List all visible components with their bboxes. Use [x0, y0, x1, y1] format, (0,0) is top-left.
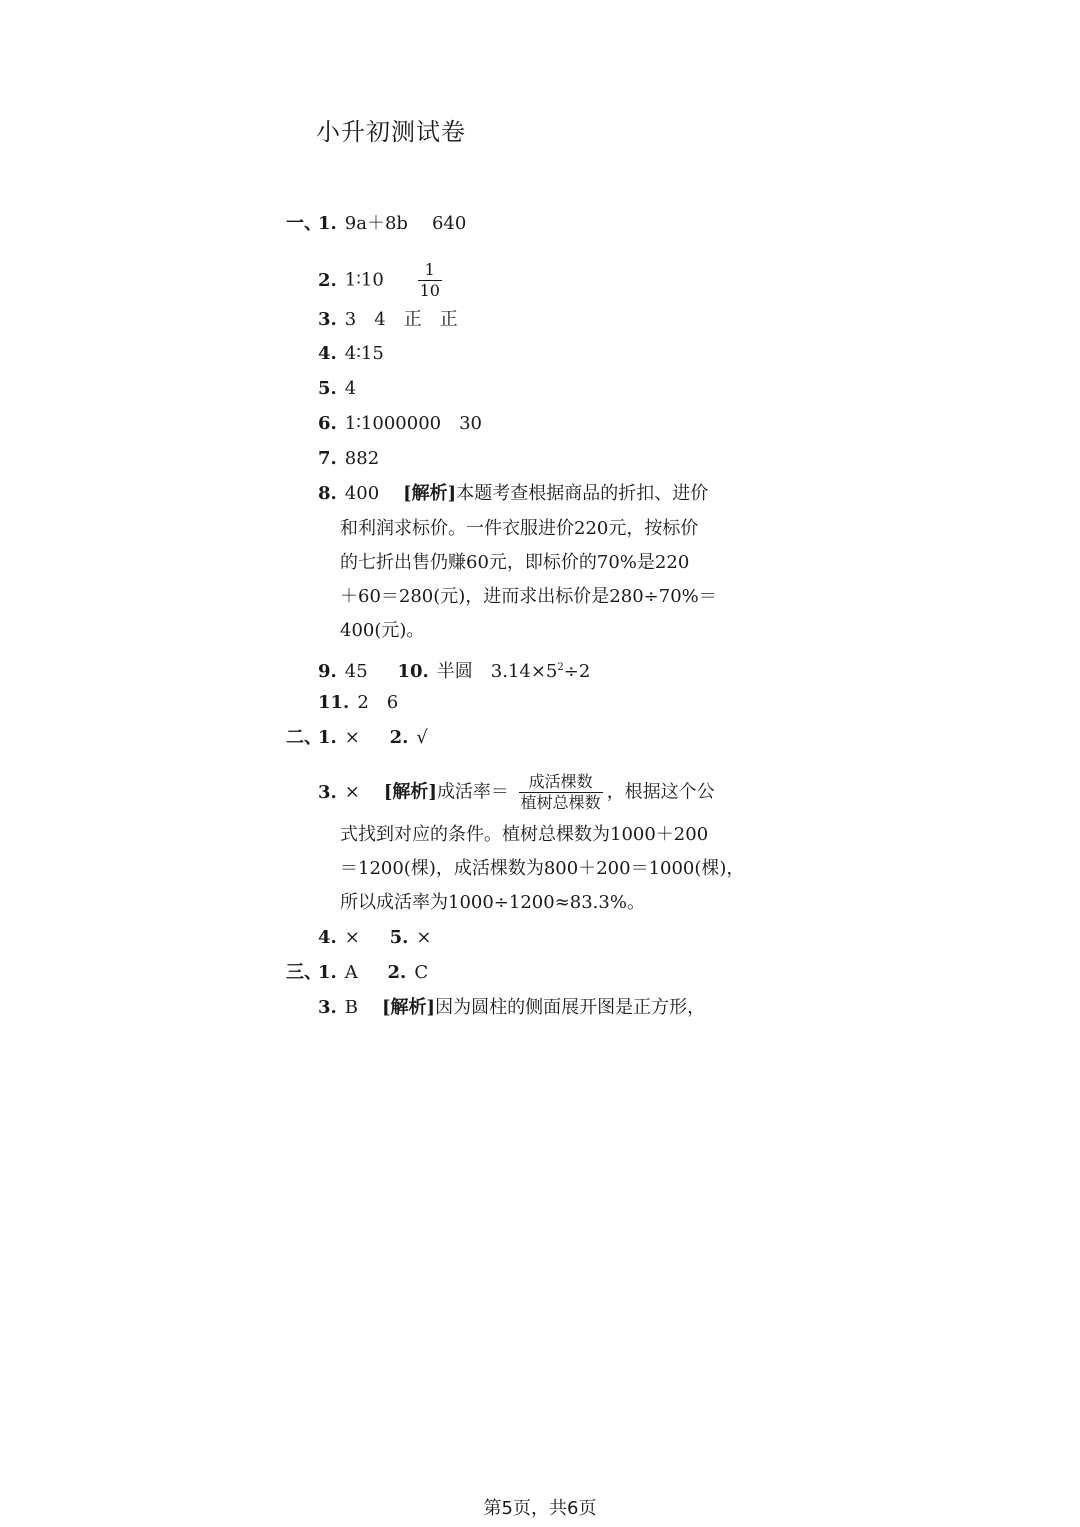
answer-1-3: 3. 3 4 正 正 — [318, 309, 458, 330]
answer-1-1: 1. 9a＋8b 640 — [318, 213, 467, 234]
section-label-3: 三、 — [286, 962, 322, 983]
answer-1-6: 6. 1∶1000000 30 — [318, 413, 483, 434]
section-label-1: 一、 — [286, 213, 322, 234]
answer-1-2: 2. 1∶10 $\frac{1}{10}$ — [318, 260, 440, 300]
answer-3-3: 3. B [解析]因为圆柱的侧面展开图是正方形， — [318, 997, 706, 1018]
answer-1-8: 8. 400 [解析]本题考查根据商品的折扣、进价 — [318, 483, 709, 504]
answer-1-9-10: 9. 45 10. 半圆 $3.14\times 5^2\div 2$ — [318, 661, 591, 682]
answer-2-3-explanation: 式找到对应的条件。植树总棵数为1000＋200 ＝1200(棵)，成活棵数为800＋200＝1000(棵)， 所以成活率为1000÷1200≈83.3%。 — [340, 824, 745, 913]
answer-1-8-explanation: 和利润求标价。一件衣服进价220元，按标价 的七折出售仍赚60元，即标价的70%是220 ＋60＝280(元)，进而求出标价是280÷70%＝ 400(元)。 — [340, 518, 717, 641]
page-title: 小升初测试卷 — [316, 118, 466, 146]
section-label-2: 二、 — [286, 727, 322, 748]
answer-1-5: 5. 4 — [318, 378, 357, 399]
answer-2-4-5: 4. × 5. × — [318, 927, 432, 948]
answer-1-4: 4. 4∶15 — [318, 343, 384, 364]
answer-2-3: 3. × [解析]成活率＝ $\frac{\text{成活棵数}}{\text{植树总棵数}}$ ，根据这个公 — [318, 772, 715, 812]
fraction-survival-rate: $\frac{\text{成活棵数}}{\text{植树总棵数}}$ — [520, 772, 601, 812]
answer-1-7: 7. 882 — [318, 448, 380, 469]
answer-1-11: 11. 2 6 — [318, 692, 399, 713]
fraction-one-tenth: $\frac{1}{10}$ — [419, 260, 440, 300]
answer-2-1-2: 1. × 2. √ — [318, 727, 428, 748]
answer-3-1-2: 1. A 2. C — [318, 962, 429, 983]
page-footer: 第5页，共6页 — [483, 1498, 597, 1519]
